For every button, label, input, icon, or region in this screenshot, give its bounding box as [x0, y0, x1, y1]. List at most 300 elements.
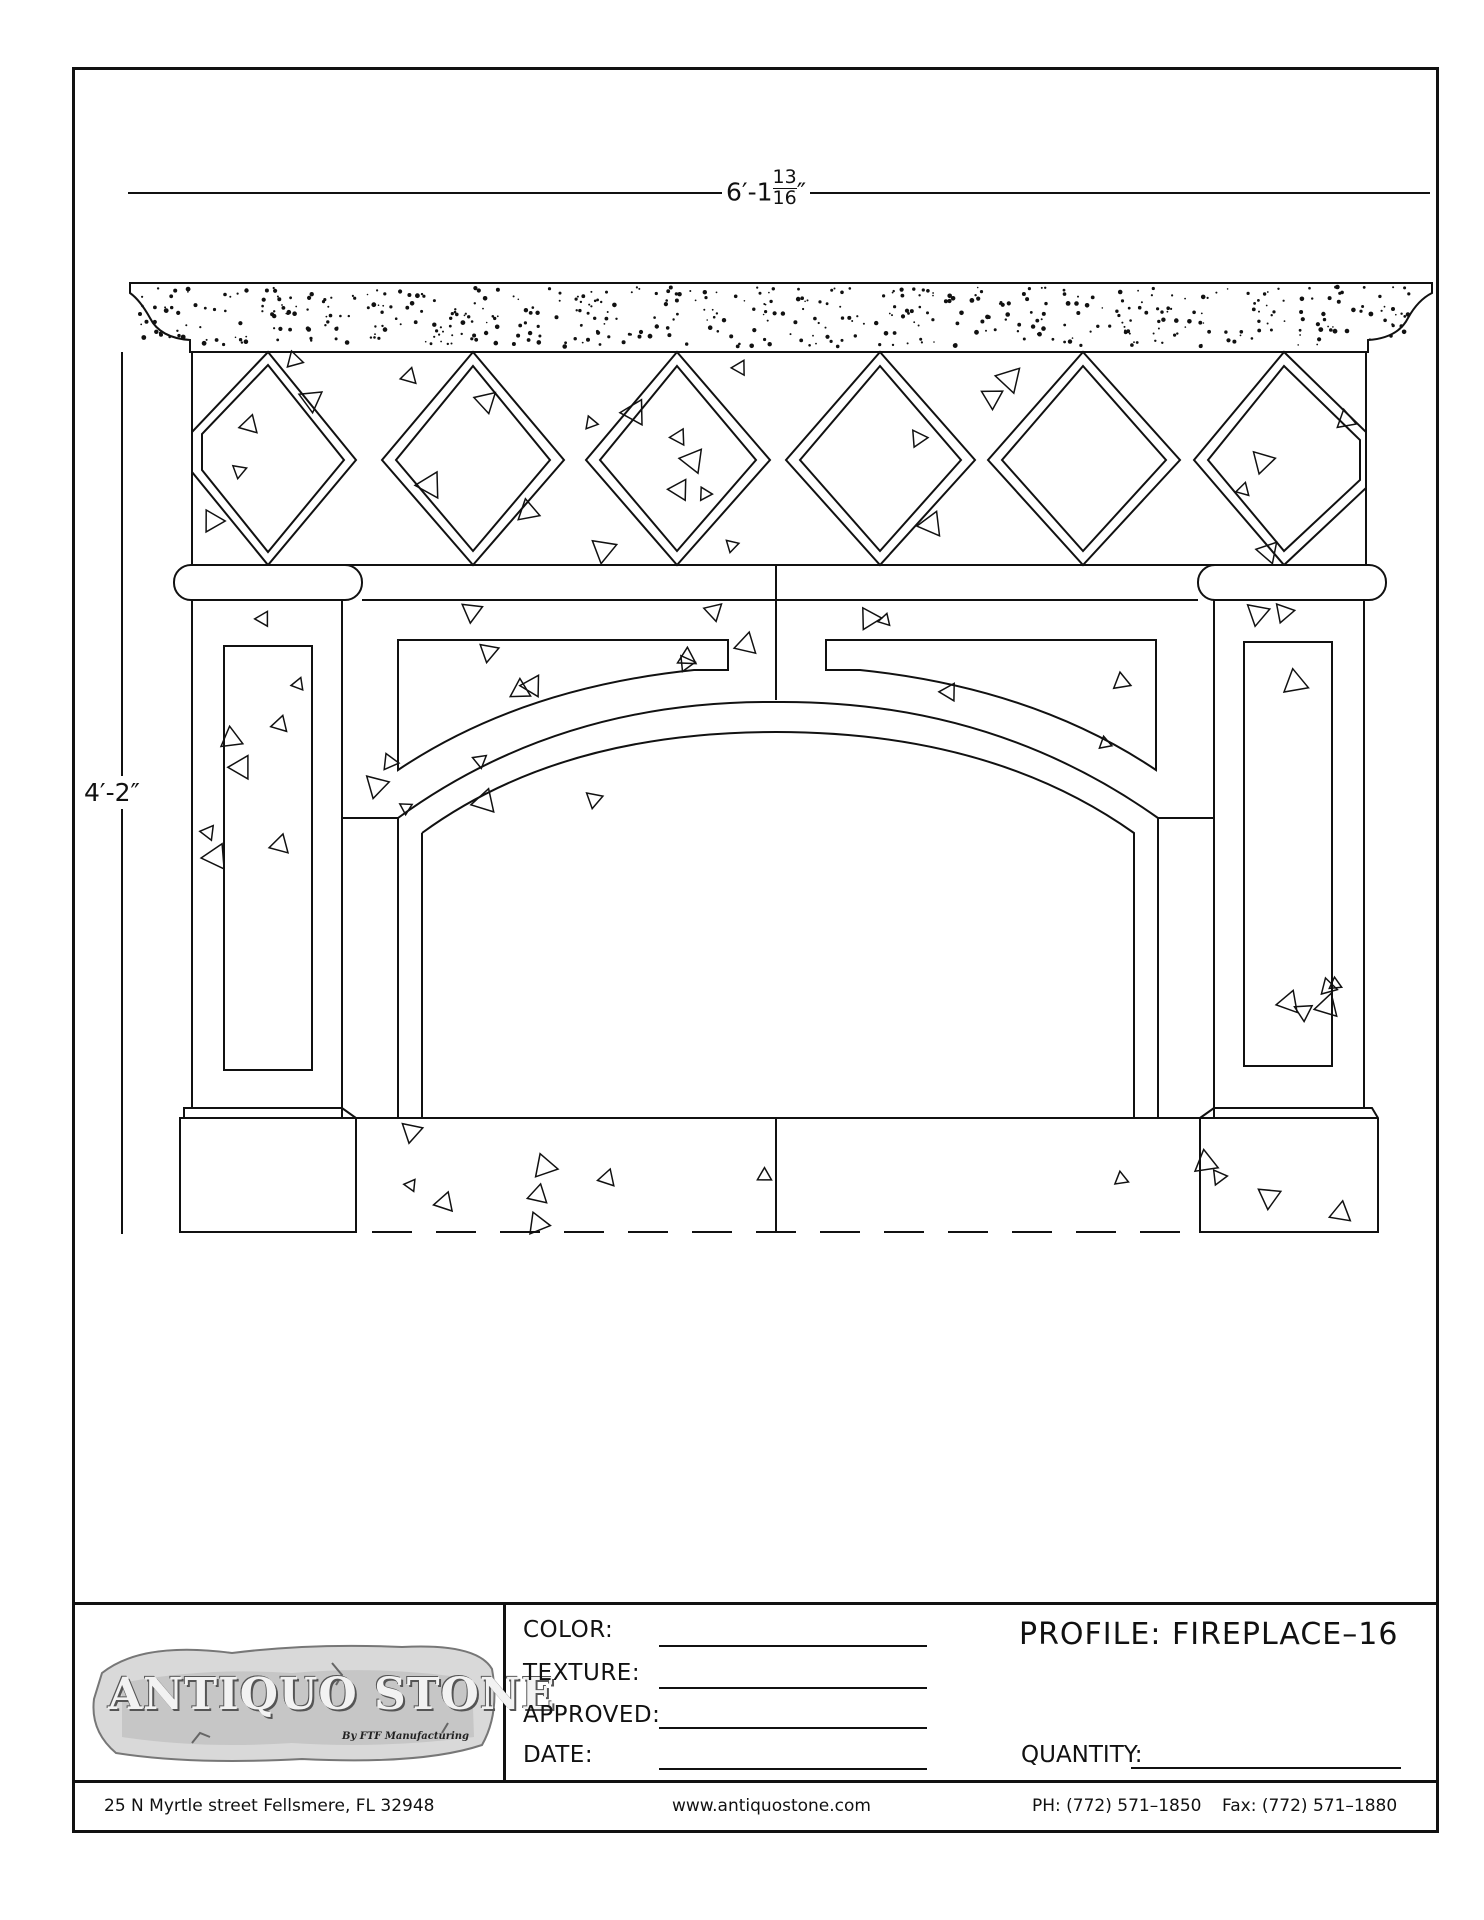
speckle-dot	[1077, 296, 1079, 298]
speckle-dot	[907, 342, 909, 344]
speckle-dot	[893, 305, 896, 308]
speckle-dot	[582, 342, 584, 344]
texture-triangle	[1236, 482, 1249, 495]
speckle-dot	[1138, 306, 1142, 310]
color-field[interactable]	[659, 1645, 927, 1647]
speckle-dot	[773, 311, 777, 315]
speckle-dot	[655, 292, 658, 295]
speckle-dot	[1380, 338, 1382, 340]
speckle-dot	[1201, 313, 1203, 315]
speckle-dot	[667, 333, 671, 337]
speckle-dot	[1171, 294, 1173, 296]
speckle-dot	[451, 312, 454, 315]
speckle-dot	[1005, 318, 1007, 320]
speckle-dot	[1392, 324, 1395, 327]
speckle-dot	[1270, 329, 1273, 332]
speckle-dot	[1299, 334, 1301, 336]
speckle-dot	[383, 327, 388, 332]
speckle-dot	[286, 312, 289, 315]
speckle-dot	[244, 288, 248, 292]
speckle-dot	[1258, 311, 1260, 313]
speckle-dot	[374, 333, 376, 335]
speckle-dot	[422, 295, 425, 298]
speckle-dot	[186, 287, 191, 292]
speckle-dot	[1079, 344, 1082, 347]
speckle-dot	[145, 320, 149, 324]
speckle-dot	[767, 320, 769, 322]
speckle-dot	[497, 315, 499, 317]
texture-triangle	[291, 678, 303, 690]
speckle-dot	[380, 311, 383, 314]
speckle-dot	[1272, 310, 1275, 313]
speckle-dot	[605, 291, 608, 294]
quantity-label: QUANTITY:	[1021, 1742, 1143, 1768]
speckle-dot	[768, 292, 770, 294]
speckle-dot	[140, 324, 142, 326]
right-spandrel-panel	[826, 640, 1156, 770]
date-field[interactable]	[659, 1768, 927, 1770]
speckle-dot	[206, 339, 208, 341]
speckle-dot	[1318, 327, 1323, 332]
speckle-dot	[1369, 338, 1371, 340]
speckle-dot	[1124, 330, 1126, 332]
speckle-dot	[528, 331, 532, 335]
speckle-dot	[410, 301, 415, 306]
speckle-dot	[449, 317, 452, 320]
speckle-dot	[790, 333, 792, 335]
speckle-dot	[377, 337, 380, 340]
speckle-dot	[1156, 307, 1159, 310]
speckle-dot	[1277, 288, 1279, 290]
speckle-dot	[471, 320, 474, 323]
speckle-dot	[1369, 312, 1374, 317]
speckle-dot	[664, 302, 668, 306]
speckle-dot	[977, 287, 979, 289]
speckle-dot	[1041, 318, 1043, 320]
approved-field[interactable]	[659, 1727, 927, 1729]
speckle-dot	[1124, 326, 1126, 328]
speckle-dot	[537, 340, 542, 345]
speckle-dot	[559, 300, 561, 302]
left-spandrel-panel	[398, 640, 728, 770]
speckle-dot	[607, 311, 609, 313]
speckle-dot	[1257, 329, 1261, 333]
speckle-dot	[239, 338, 242, 341]
speckle-dot	[470, 337, 473, 340]
speckle-dot	[878, 343, 881, 346]
speckle-dot	[712, 309, 714, 311]
speckle-dot	[768, 342, 772, 346]
speckle-dot	[685, 342, 688, 345]
logo-text: ANTIQUO STONE	[108, 1669, 556, 1720]
speckle-dot	[590, 291, 592, 293]
speckle-dot	[905, 309, 909, 313]
fax-text: Fax: (772) 571–1880	[1222, 1796, 1398, 1816]
speckle-dot	[138, 312, 142, 316]
height-dimension-label: 4′-2″	[84, 778, 140, 807]
speckle-dot	[493, 317, 496, 320]
speckle-dot	[1153, 333, 1155, 335]
speckle-dot	[581, 294, 585, 298]
speckle-dot	[1184, 298, 1186, 300]
speckle-dot	[447, 343, 449, 345]
speckle-dot	[1007, 301, 1011, 305]
speckle-dot	[474, 302, 476, 304]
speckle-dot	[527, 338, 531, 342]
speckle-dot	[854, 334, 857, 337]
logo-cell	[72, 1605, 556, 1783]
texture-triangle	[518, 499, 540, 520]
texture-triangle	[1115, 1171, 1129, 1184]
speckle-dot	[1257, 320, 1260, 323]
texture-triangle	[917, 511, 940, 535]
speckle-dot	[1240, 335, 1242, 337]
speckle-dot	[1381, 310, 1383, 312]
frieze-band	[192, 352, 1366, 565]
speckle-dot	[1072, 337, 1074, 339]
speckle-dot	[438, 334, 440, 336]
speckle-dot	[265, 289, 269, 293]
speckle-dot	[376, 289, 378, 291]
right-leg	[1214, 600, 1364, 1108]
speckle-dot	[863, 323, 865, 325]
speckle-dot	[382, 305, 384, 307]
speckle-dot	[559, 292, 562, 295]
speckle-dot	[638, 335, 642, 339]
speckle-dot	[980, 290, 983, 293]
speckle-dot	[1154, 340, 1156, 342]
speckle-dot	[752, 328, 756, 332]
approved-label: APPROVED:	[523, 1702, 661, 1728]
texture-triangle	[474, 393, 495, 414]
speckle-dot	[1403, 315, 1406, 318]
speckle-dot	[756, 287, 758, 289]
speckle-dot	[830, 289, 833, 292]
speckle-dot	[1063, 289, 1066, 292]
left-leg	[192, 600, 342, 1108]
speckle-dot	[901, 314, 905, 318]
speckle-dot	[994, 328, 997, 331]
speckle-dot	[763, 303, 765, 305]
speckle-dot	[734, 295, 738, 299]
speckle-dot	[959, 311, 964, 316]
speckle-dot	[812, 335, 814, 337]
speckle-dot	[1329, 328, 1333, 332]
speckle-dot	[1227, 288, 1229, 290]
texture-triangle	[228, 756, 248, 779]
speckle-dot	[708, 325, 713, 330]
speckle-dot	[605, 317, 609, 321]
speckle-dot	[1066, 301, 1071, 306]
speckle-dot	[1152, 287, 1155, 290]
speckle-dot	[1407, 292, 1410, 295]
speckle-dot	[323, 298, 326, 301]
speckle-dot	[1251, 337, 1254, 340]
speckle-dot	[759, 292, 762, 295]
speckle-dot	[1406, 312, 1410, 316]
texture-triangle	[233, 466, 247, 479]
speckle-dot	[564, 341, 567, 344]
speckle-dot	[415, 293, 420, 298]
speckle-dot	[1240, 330, 1244, 334]
speckle-dot	[238, 321, 242, 325]
texture-triangle	[255, 611, 268, 626]
speckle-dot	[1311, 297, 1313, 299]
texture-triangle	[592, 541, 616, 564]
speckle-dot	[352, 295, 354, 297]
speckle-dot	[199, 326, 201, 328]
speckle-dot	[282, 306, 286, 310]
fields-cell	[509, 1605, 1439, 1783]
speckle-dot	[1333, 329, 1338, 334]
speckle-dot	[802, 308, 804, 310]
left-leg-panel	[224, 646, 312, 1070]
speckle-dot	[577, 296, 579, 298]
speckle-dot	[913, 321, 915, 323]
speckle-dot	[752, 308, 755, 311]
speckle-dot	[1037, 333, 1039, 335]
speckle-dot	[373, 336, 376, 339]
speckle-dot	[849, 287, 852, 290]
texture-triangle	[701, 487, 713, 500]
speckle-dot	[435, 329, 438, 332]
speckle-dot	[1267, 323, 1269, 325]
speckle-dot	[1187, 319, 1192, 324]
speckle-dot	[1351, 308, 1356, 313]
speckle-dot	[374, 325, 376, 327]
speckle-dot	[607, 335, 610, 338]
texture-triangle	[201, 844, 224, 869]
speckle-dot	[329, 314, 333, 318]
speckle-dot	[1200, 344, 1202, 346]
speckle-dot	[1308, 287, 1311, 290]
texture-triangle	[367, 776, 390, 798]
speckle-dot	[229, 296, 231, 298]
speckle-dot	[1074, 301, 1079, 306]
speckle-dot	[1129, 319, 1132, 322]
speckle-dot	[653, 316, 656, 319]
texture-triangle	[1248, 605, 1270, 626]
texture-triangle	[269, 834, 288, 853]
speckle-dot	[289, 296, 292, 299]
quantity-field[interactable]	[1131, 1767, 1401, 1769]
speckle-dot	[1063, 324, 1066, 327]
texture-triangle	[1321, 978, 1337, 994]
speckle-dot	[1144, 311, 1148, 315]
speckle-dot	[1392, 286, 1394, 288]
footer	[72, 1780, 1439, 1833]
texture-triangle	[1284, 669, 1309, 692]
speckle-dot	[1253, 302, 1256, 305]
speckle-dot	[176, 330, 178, 332]
speckle-dot	[1052, 338, 1055, 341]
speckle-dot	[141, 305, 144, 308]
speckle-dot	[1391, 307, 1395, 311]
texture-triangle	[527, 1184, 546, 1203]
speckle-dot	[676, 313, 679, 316]
speckle-dot	[1174, 318, 1179, 323]
speckle-dot	[154, 330, 158, 334]
texture-triangle	[1277, 604, 1295, 623]
texture-triangle	[1114, 672, 1131, 688]
speckle-dot	[495, 325, 500, 330]
speckle-dot	[440, 341, 442, 343]
speckle-dot	[1185, 326, 1187, 328]
speckle-dot	[1044, 287, 1046, 289]
speckle-dot	[454, 311, 457, 314]
speckle-dot	[1198, 321, 1202, 325]
texture-triangle	[1195, 1150, 1218, 1172]
speckle-dot	[1400, 313, 1402, 315]
texture-triangle	[287, 351, 303, 367]
speckle-dot	[1317, 337, 1321, 341]
texture-triangle	[1337, 409, 1356, 427]
speckle-dot	[974, 330, 979, 335]
speckle-dot	[1090, 331, 1092, 333]
speckle-dot	[588, 304, 590, 306]
speckle-dot	[295, 306, 297, 308]
speckle-dot	[839, 306, 841, 308]
speckle-dot	[1345, 329, 1350, 334]
width-dimension-label: 6′-1 $\frac{13}{16}$ ″	[722, 178, 810, 209]
speckle-dot	[474, 338, 478, 342]
speckle-dot	[622, 340, 626, 344]
speckle-dot	[1022, 292, 1026, 296]
speckle-dot	[695, 300, 697, 302]
speckle-dot	[807, 299, 809, 301]
texture-triangle	[726, 540, 739, 552]
speckle-dot	[548, 287, 551, 290]
speckle-dot	[381, 325, 383, 327]
texture-triangle	[1276, 990, 1297, 1012]
speckle-dot	[841, 339, 844, 342]
speckle-dot	[1263, 292, 1266, 295]
speckle-dot	[518, 324, 522, 328]
speckle-dot	[244, 339, 249, 344]
texture-triangle	[400, 368, 416, 384]
left-plinth	[180, 1108, 356, 1232]
texture-field[interactable]	[659, 1687, 927, 1689]
speckle-dot	[451, 334, 453, 336]
speckle-dot	[281, 304, 283, 306]
texture-triangle	[1329, 1201, 1350, 1221]
speckle-dot	[604, 323, 606, 325]
speckle-dot	[153, 306, 157, 310]
speckle-dot	[1226, 338, 1230, 342]
speckle-dot	[1042, 312, 1046, 316]
speckle-dot	[717, 330, 720, 333]
speckle-dot	[944, 299, 948, 303]
texture-triangle	[404, 1179, 415, 1191]
speckle-dot	[288, 328, 292, 332]
speckle-dot	[310, 339, 312, 341]
speckle-dot	[1102, 307, 1104, 309]
texture-triangle	[1214, 1170, 1228, 1185]
texture-triangle	[939, 683, 954, 700]
profile-title: PROFILE: FIREPLACE–16	[1019, 1617, 1399, 1652]
speckle-dot	[703, 309, 705, 311]
speckle-dot	[494, 341, 499, 346]
speckle-dot	[1063, 292, 1067, 296]
speckle-dot	[1117, 314, 1120, 317]
speckle-dot	[433, 336, 435, 338]
speckle-dot	[985, 330, 987, 332]
texture-triangle	[757, 1168, 771, 1180]
speckle-dot	[1337, 300, 1341, 304]
speckle-dot	[763, 314, 765, 316]
speckle-dot	[666, 326, 670, 330]
speckle-dot	[818, 322, 820, 324]
website-link[interactable]: www.antiquostone.com	[672, 1796, 871, 1816]
speckle-dot	[177, 334, 180, 337]
speckle-dot	[484, 331, 488, 335]
speckle-dot	[1031, 324, 1035, 328]
speckle-dot	[1085, 303, 1090, 308]
speckle-dot	[310, 292, 314, 296]
speckle-dot	[1403, 286, 1406, 289]
speckle-dot	[194, 303, 198, 307]
speckle-dot	[826, 302, 829, 305]
speckle-dot	[1232, 340, 1236, 344]
speckle-dot	[395, 317, 398, 320]
speckle-dot	[947, 299, 951, 303]
speckle-dot	[153, 320, 157, 324]
speckle-dot	[919, 338, 922, 341]
speckle-dot	[1041, 287, 1043, 289]
speckle-dot	[141, 335, 146, 340]
right-leg-panel	[1244, 642, 1332, 1066]
speckle-dot	[1035, 319, 1039, 323]
texture-triangle	[587, 793, 603, 809]
speckle-dot	[273, 310, 275, 312]
speckle-dot	[141, 296, 143, 298]
speckle-dot	[1133, 341, 1135, 343]
speckle-dot	[1300, 297, 1305, 302]
speckle-dot	[1215, 292, 1217, 294]
speckle-dot	[335, 337, 338, 340]
speckle-dot	[1023, 338, 1026, 341]
speckle-dot	[834, 288, 836, 290]
speckle-dot	[1361, 305, 1364, 308]
speckle-dot	[430, 342, 433, 345]
speckle-dot	[764, 310, 767, 313]
speckle-dot	[593, 317, 596, 320]
speckle-dot	[306, 308, 308, 310]
speckle-dot	[1158, 328, 1160, 330]
speckle-dot	[185, 324, 187, 326]
speckle-dot	[804, 301, 806, 303]
speckle-dot	[414, 320, 418, 324]
speckle-dot	[532, 306, 535, 309]
speckle-dot	[464, 315, 466, 317]
texture-triangle	[1314, 993, 1337, 1016]
speckle-dot	[555, 315, 559, 319]
speckle-dot	[1395, 314, 1397, 316]
speckle-dot	[292, 311, 297, 316]
speckle-dot	[461, 320, 466, 325]
speckle-dot	[900, 288, 904, 292]
speckle-dot	[763, 338, 766, 341]
speckle-dot	[1151, 294, 1153, 296]
texture-triangle	[239, 415, 257, 433]
speckle-dot	[272, 314, 276, 318]
speckle-dot	[918, 325, 920, 327]
speckle-dot	[324, 324, 326, 326]
speckle-dot	[1141, 301, 1143, 303]
speckle-dot	[278, 327, 282, 331]
speckle-dot	[956, 322, 960, 326]
speckle-dot	[451, 343, 453, 345]
